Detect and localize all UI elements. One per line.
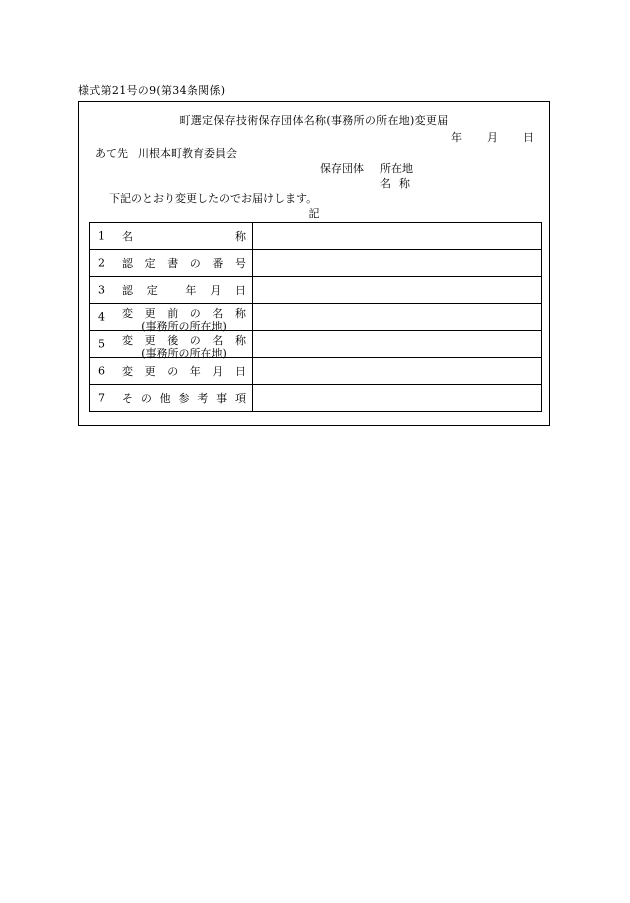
organization-name-label: 名称: [380, 177, 418, 190]
row-value-field[interactable]: [253, 358, 542, 385]
row-label-main: [122, 334, 246, 347]
table-row: [90, 385, 542, 412]
row-label-char: 年: [185, 284, 197, 297]
row-label-char: 日: [234, 284, 246, 297]
row-number: 1: [98, 229, 105, 243]
row-label-cell: [90, 250, 253, 277]
row-number: 2: [98, 256, 105, 270]
ki-heading: 記: [308, 207, 320, 220]
row-label-char: そ: [122, 392, 133, 405]
row-label-char: 考: [197, 392, 209, 405]
row-value-field[interactable]: [253, 250, 542, 277]
table-row: [90, 358, 542, 385]
row-label-char: 変: [122, 307, 133, 320]
table-row: [90, 250, 542, 277]
row-label-cell: [90, 385, 253, 412]
row-label-char: 定: [144, 257, 156, 270]
row-number: 4: [98, 310, 105, 324]
row-label-char: 参: [178, 392, 190, 405]
addressee-name: 川根本町教育委員会: [138, 147, 237, 160]
table-row: [90, 223, 542, 250]
row-label-char: 年: [189, 365, 201, 378]
row-label-char: 変: [122, 334, 133, 347]
row-label-char: 前: [167, 307, 179, 320]
row-label-sub: (事務所の所在地): [141, 320, 227, 333]
row-label-char: 称: [235, 230, 246, 243]
table-row: [90, 331, 542, 358]
form-title: 町選定保存技術保存団体名称(事務所の所在地)変更届: [179, 114, 449, 127]
row-number: 3: [98, 283, 105, 297]
form-frame: [78, 101, 550, 426]
row-value-field[interactable]: [253, 223, 542, 250]
row-label-cell: [90, 304, 253, 331]
table-row: [90, 304, 542, 331]
row-label-char: 更: [144, 334, 156, 347]
row-label-char: 更: [144, 365, 156, 378]
row-label-cell: [90, 358, 253, 385]
addressee-prefix: あて先: [95, 147, 128, 160]
row-label-sub: (事務所の所在地): [141, 347, 227, 360]
row-value-field[interactable]: [253, 385, 542, 412]
row-label: [122, 282, 246, 298]
organization-address-label: 所在地: [380, 162, 413, 175]
row-label-char: 称: [234, 334, 246, 347]
row-label-char: の: [167, 365, 179, 378]
items-table: [89, 222, 542, 412]
row-label-main: [122, 307, 246, 320]
row-label: [122, 255, 246, 271]
row-label: [122, 390, 246, 406]
row-number: 7: [98, 391, 105, 405]
row-label-char: 名: [122, 230, 133, 243]
row-label-char: 番: [212, 257, 224, 270]
row-value-field[interactable]: [253, 331, 542, 358]
row-label: [122, 363, 246, 379]
date-month-label: 月: [487, 131, 498, 144]
row-label-char: の: [189, 257, 201, 270]
row-label-char: 書: [167, 257, 179, 270]
row-label-cell: [90, 277, 253, 304]
row-label-char: の: [189, 307, 201, 320]
row-label-char: の: [189, 334, 201, 347]
row-label: [122, 307, 246, 333]
row-label-char: 認: [122, 257, 133, 270]
row-number: 5: [98, 337, 105, 351]
row-label-char: 号: [234, 257, 246, 270]
row-label-char: 認: [122, 284, 133, 297]
row-label: [122, 228, 246, 244]
row-number: 6: [98, 364, 105, 378]
statement-text: 下記のとおり変更したのでお届けします。: [109, 192, 318, 205]
row-label-char: 称: [234, 307, 246, 320]
row-label-char: の: [140, 392, 152, 405]
row-label-cell: [90, 223, 253, 250]
form-number-label: 様式第21号の9(第34条関係): [78, 84, 226, 97]
row-label-char: 定: [146, 284, 158, 297]
date-year-label: 年: [451, 131, 462, 144]
row-label-cell: [90, 331, 253, 358]
addressee: [95, 145, 237, 161]
row-label-char: 日: [234, 365, 246, 378]
row-label-char: 更: [144, 307, 156, 320]
row-label-char: 月: [212, 365, 224, 378]
row-label-char: 事: [216, 392, 228, 405]
row-value-field[interactable]: [253, 277, 542, 304]
row-value-field[interactable]: [253, 304, 542, 331]
row-label-char: 項: [234, 392, 246, 405]
date-day-label: 日: [523, 131, 534, 144]
row-label: [122, 334, 246, 360]
row-label-char: 後: [167, 334, 179, 347]
row-label-char: 名: [212, 334, 224, 347]
row-label-char: 変: [122, 365, 133, 378]
table-row: [90, 277, 542, 304]
row-label-char: 月: [210, 284, 222, 297]
row-label-char: 他: [159, 392, 171, 405]
row-label-char: 名: [212, 307, 224, 320]
organization-label: 保存団体: [320, 162, 364, 175]
